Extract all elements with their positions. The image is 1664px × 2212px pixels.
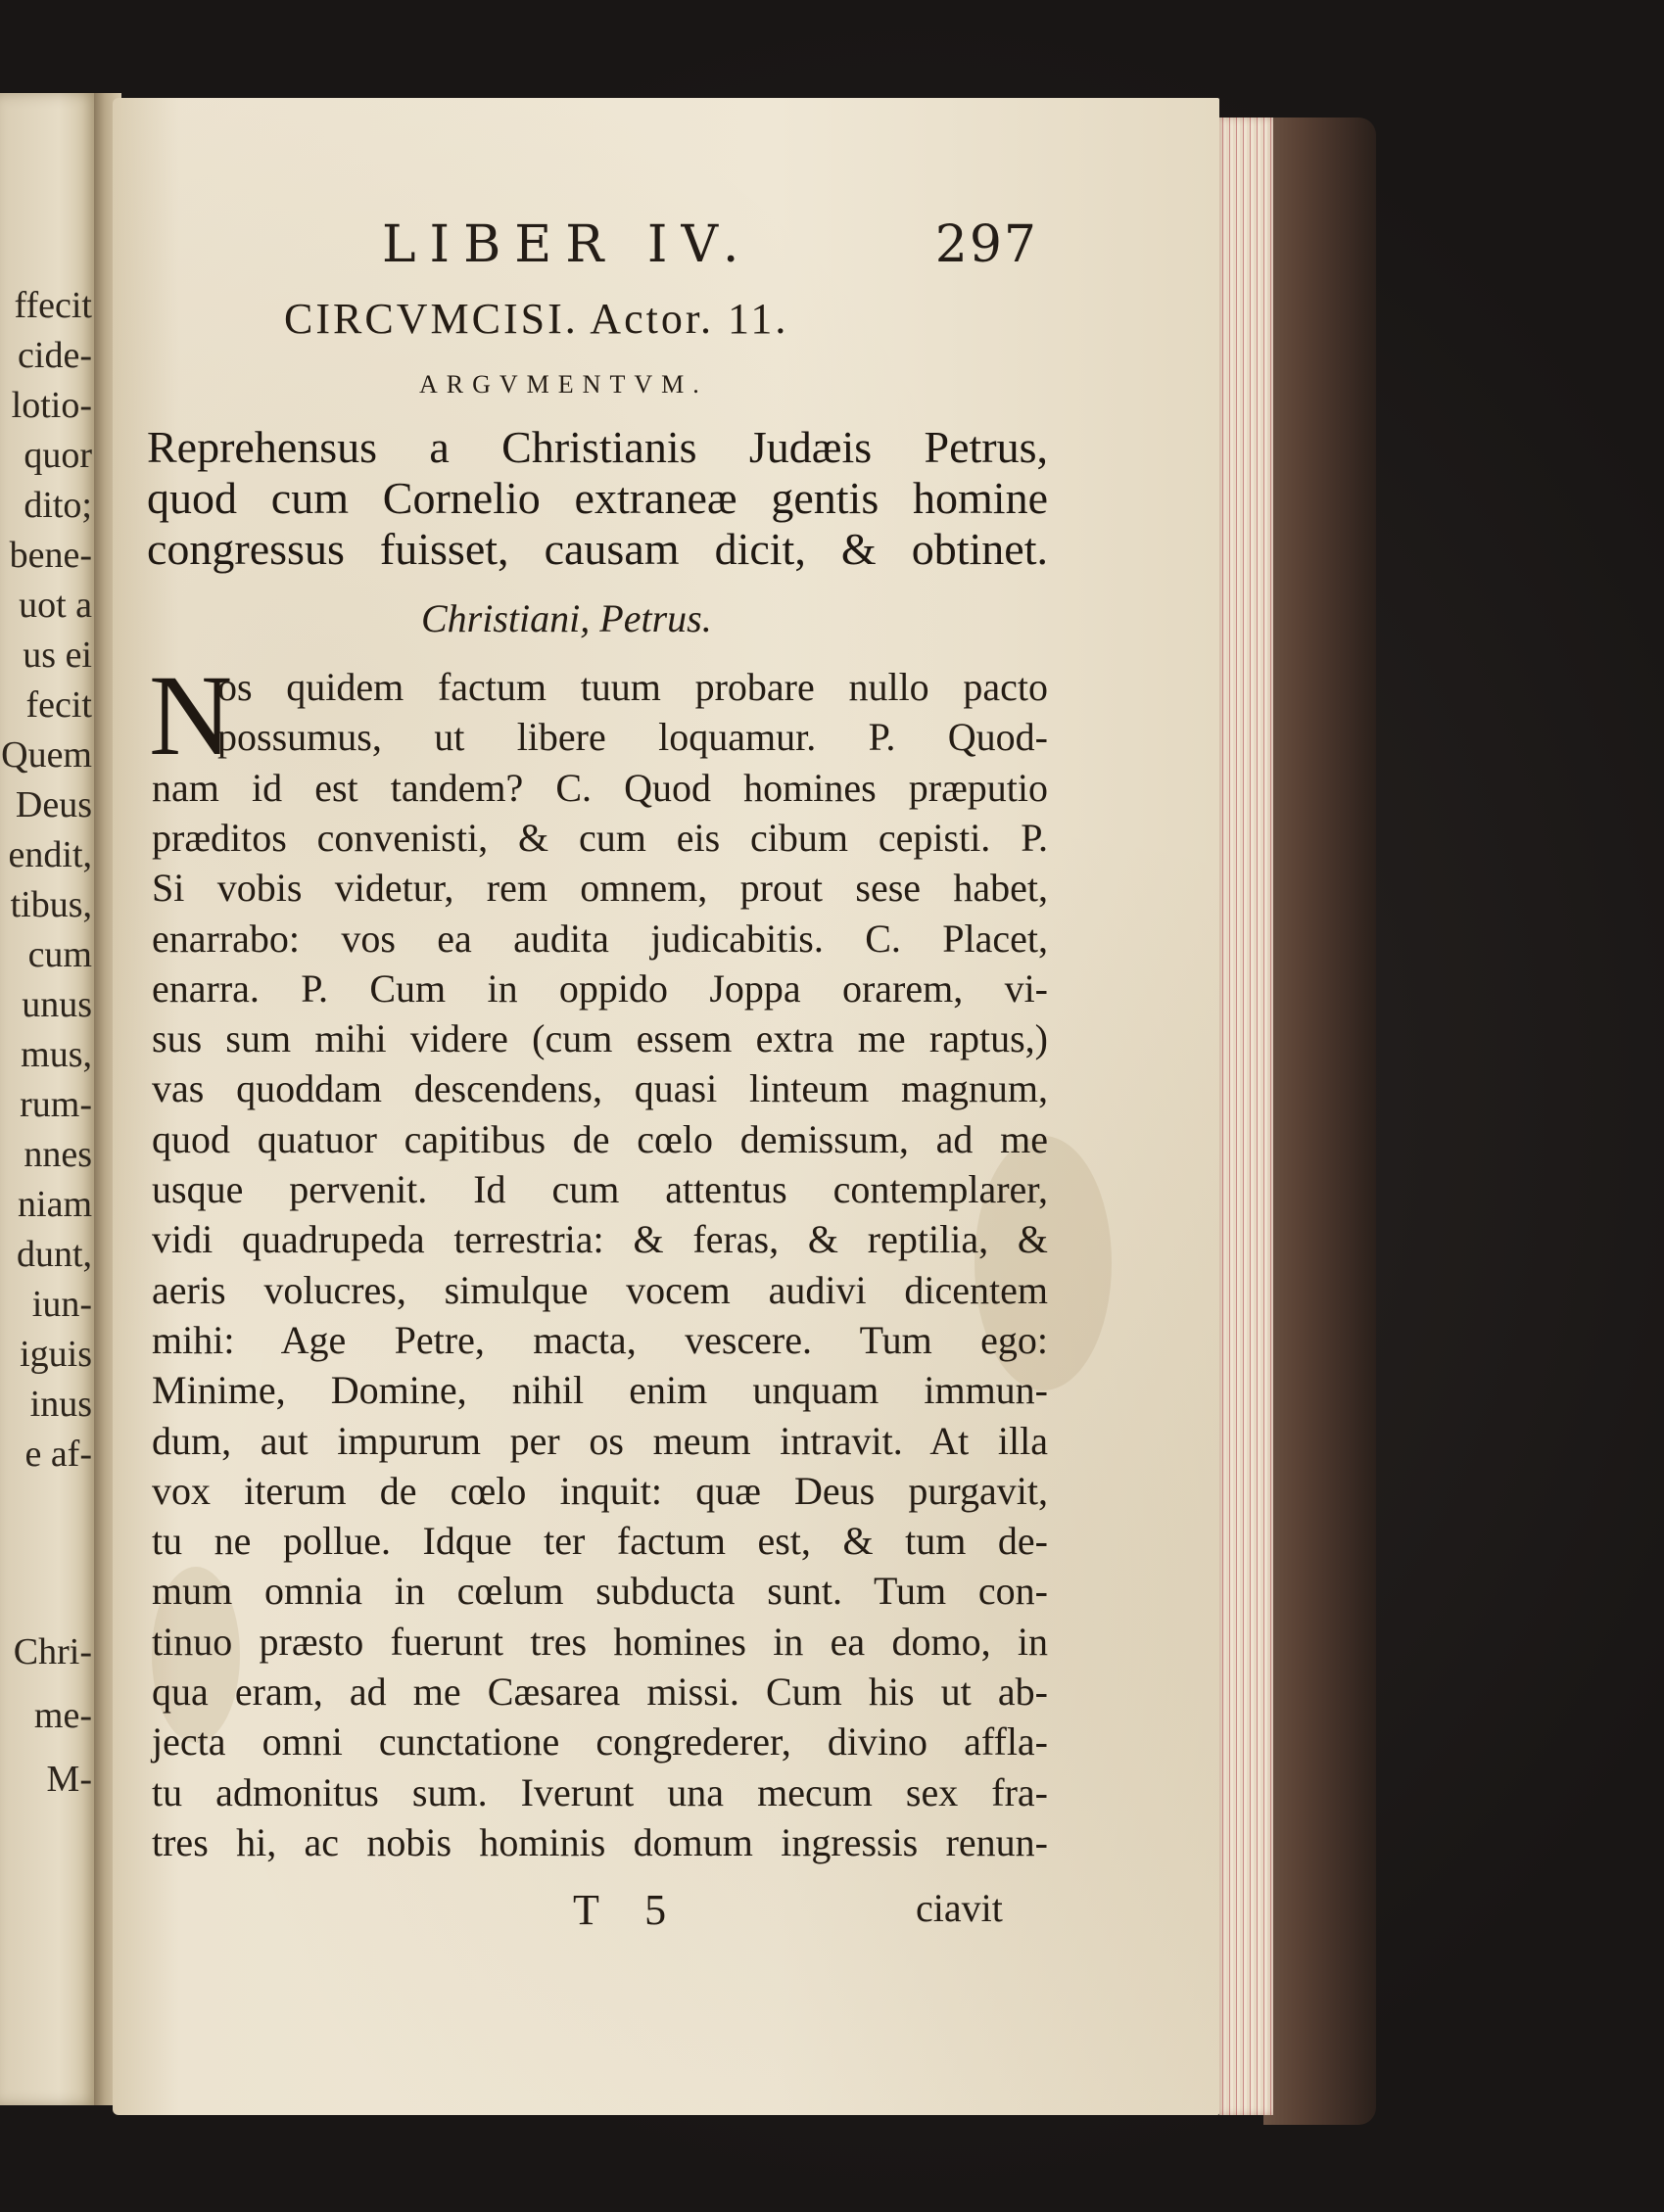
body-line: mihi: Age Petre, macta, vescere. Tum ego: (152, 1317, 1048, 1362)
body-line: tu ne pollue. Idque ter factum est, & tum de- (152, 1519, 1048, 1564)
body-line: vas quoddam descendens, quasi linteum magnum, (152, 1066, 1048, 1111)
page-edges (1219, 118, 1273, 2115)
left-page-fragment: tibus, (10, 884, 92, 925)
left-page-fragment: nnes (24, 1134, 92, 1175)
left-page-fragment: niam (18, 1184, 92, 1225)
left-page-fragment: uot a (19, 585, 92, 626)
body-line: dum, aut impurum per os meum intravit. At illa (152, 1418, 1048, 1463)
body-line: enarrabo: vos ea audita judicabitis. C. Placet, (152, 916, 1048, 961)
body-line: tres hi, ac nobis hominis domum ingressis renun- (152, 1819, 1048, 1864)
left-page-fragment: fecit (25, 684, 92, 726)
body-line: usque pervenit. Id cum attentus contemplarer, (152, 1167, 1048, 1211)
left-page-fragment: us ei (23, 635, 92, 676)
summary-line: congressus fuisset, causam dicit, & obtinet. (147, 524, 1048, 574)
body-line: possumus, ut libere loquamur. P. Quod- (217, 715, 1048, 760)
left-page-fragment: Chri- (13, 1631, 92, 1672)
body-line: præditos convenisti, & cum eis cibum cepisti. P. (152, 815, 1048, 860)
summary-line: Reprehensus a Christianis Judæis Petrus, (147, 422, 1048, 472)
signature-mark: T 5 (573, 1886, 685, 1934)
summary-line: quod cum Cornelio extraneæ gentis homine (147, 473, 1048, 523)
body-line: quod quatuor capitibus de cœlo demissum, ad me (152, 1116, 1048, 1161)
left-page-fragment: quor (24, 435, 92, 476)
body-line: mum omnia in cœlum subducta sunt. Tum con- (152, 1569, 1048, 1614)
body-line: nam id est tandem? C. Quod homines præputio (152, 765, 1048, 810)
left-page-fragment: inus (29, 1384, 92, 1425)
left-page-fragment: bene- (9, 535, 92, 576)
argument-heading: ARGVMENTVM. (419, 370, 708, 399)
left-page-fragment: cum (27, 934, 92, 975)
body-line: Si vobis videtur, rem omnem, prout sese habet, (152, 866, 1048, 911)
left-page-fragment: ffecit (14, 285, 92, 326)
left-page-fragment: me- (33, 1695, 92, 1736)
section-subhead: CIRCVMCISI. Actor. 11. (284, 295, 789, 343)
body-line: tinuo præsto fuerunt tres homines in ea domo, in (152, 1619, 1048, 1664)
running-head (294, 215, 1038, 274)
body-line: os quidem factum tuum probare nullo pacto (217, 665, 1048, 709)
body-line: aeris volucres, simulque vocem audivi dicentem (152, 1267, 1048, 1312)
left-page-fragment: unus (22, 984, 92, 1025)
left-page-fragment: e af- (24, 1434, 92, 1475)
left-page-fragment: cide- (18, 335, 92, 376)
drop-cap: N (149, 651, 233, 779)
body-line: enarra. P. Cum in oppido Joppa orarem, vi- (152, 965, 1048, 1011)
body-line: tu admonitus sum. Iverunt una mecum sex fra- (152, 1769, 1048, 1814)
left-page-fragment: dunt, (16, 1234, 92, 1275)
left-page-fragment: endit, (8, 834, 92, 875)
left-page-fragment: lotio- (11, 385, 92, 426)
body-line: sus sum mihi videre (cum essem extra me raptus,) (152, 1016, 1048, 1061)
left-page-fragment: dito; (24, 485, 92, 526)
body-line: vox iterum de cœlo inquit: quæ Deus purgavit, (152, 1468, 1048, 1513)
left-page-fragment: iun- (31, 1284, 92, 1325)
left-page-fragment: Deus (15, 784, 92, 825)
page-number: 297 (934, 215, 1038, 274)
body-line: jecta omni cunctatione congrederer, divino affla- (152, 1719, 1048, 1765)
left-page-fragment: Quem (1, 734, 92, 776)
book-cover (1263, 118, 1376, 2125)
speakers-line: Christiani, Petrus. (421, 596, 712, 640)
body-line: Minime, Domine, nihil enim unquam immun- (152, 1368, 1048, 1413)
left-page-fragment: M- (46, 1759, 92, 1800)
running-head-title: LIBER IV. (382, 215, 753, 274)
body-line: qua eram, ad me Cæsarea missi. Cum his ut ab- (152, 1670, 1048, 1714)
body-line: vidi quadrupeda terrestria: & feras, & reptilia, & (152, 1217, 1048, 1262)
left-page-fragment: iguis (20, 1334, 92, 1375)
catchword: ciavit (916, 1886, 1003, 1930)
left-page-fragment: mus, (21, 1034, 92, 1075)
left-page (0, 93, 98, 2105)
left-page-fragment: rum- (20, 1084, 92, 1125)
